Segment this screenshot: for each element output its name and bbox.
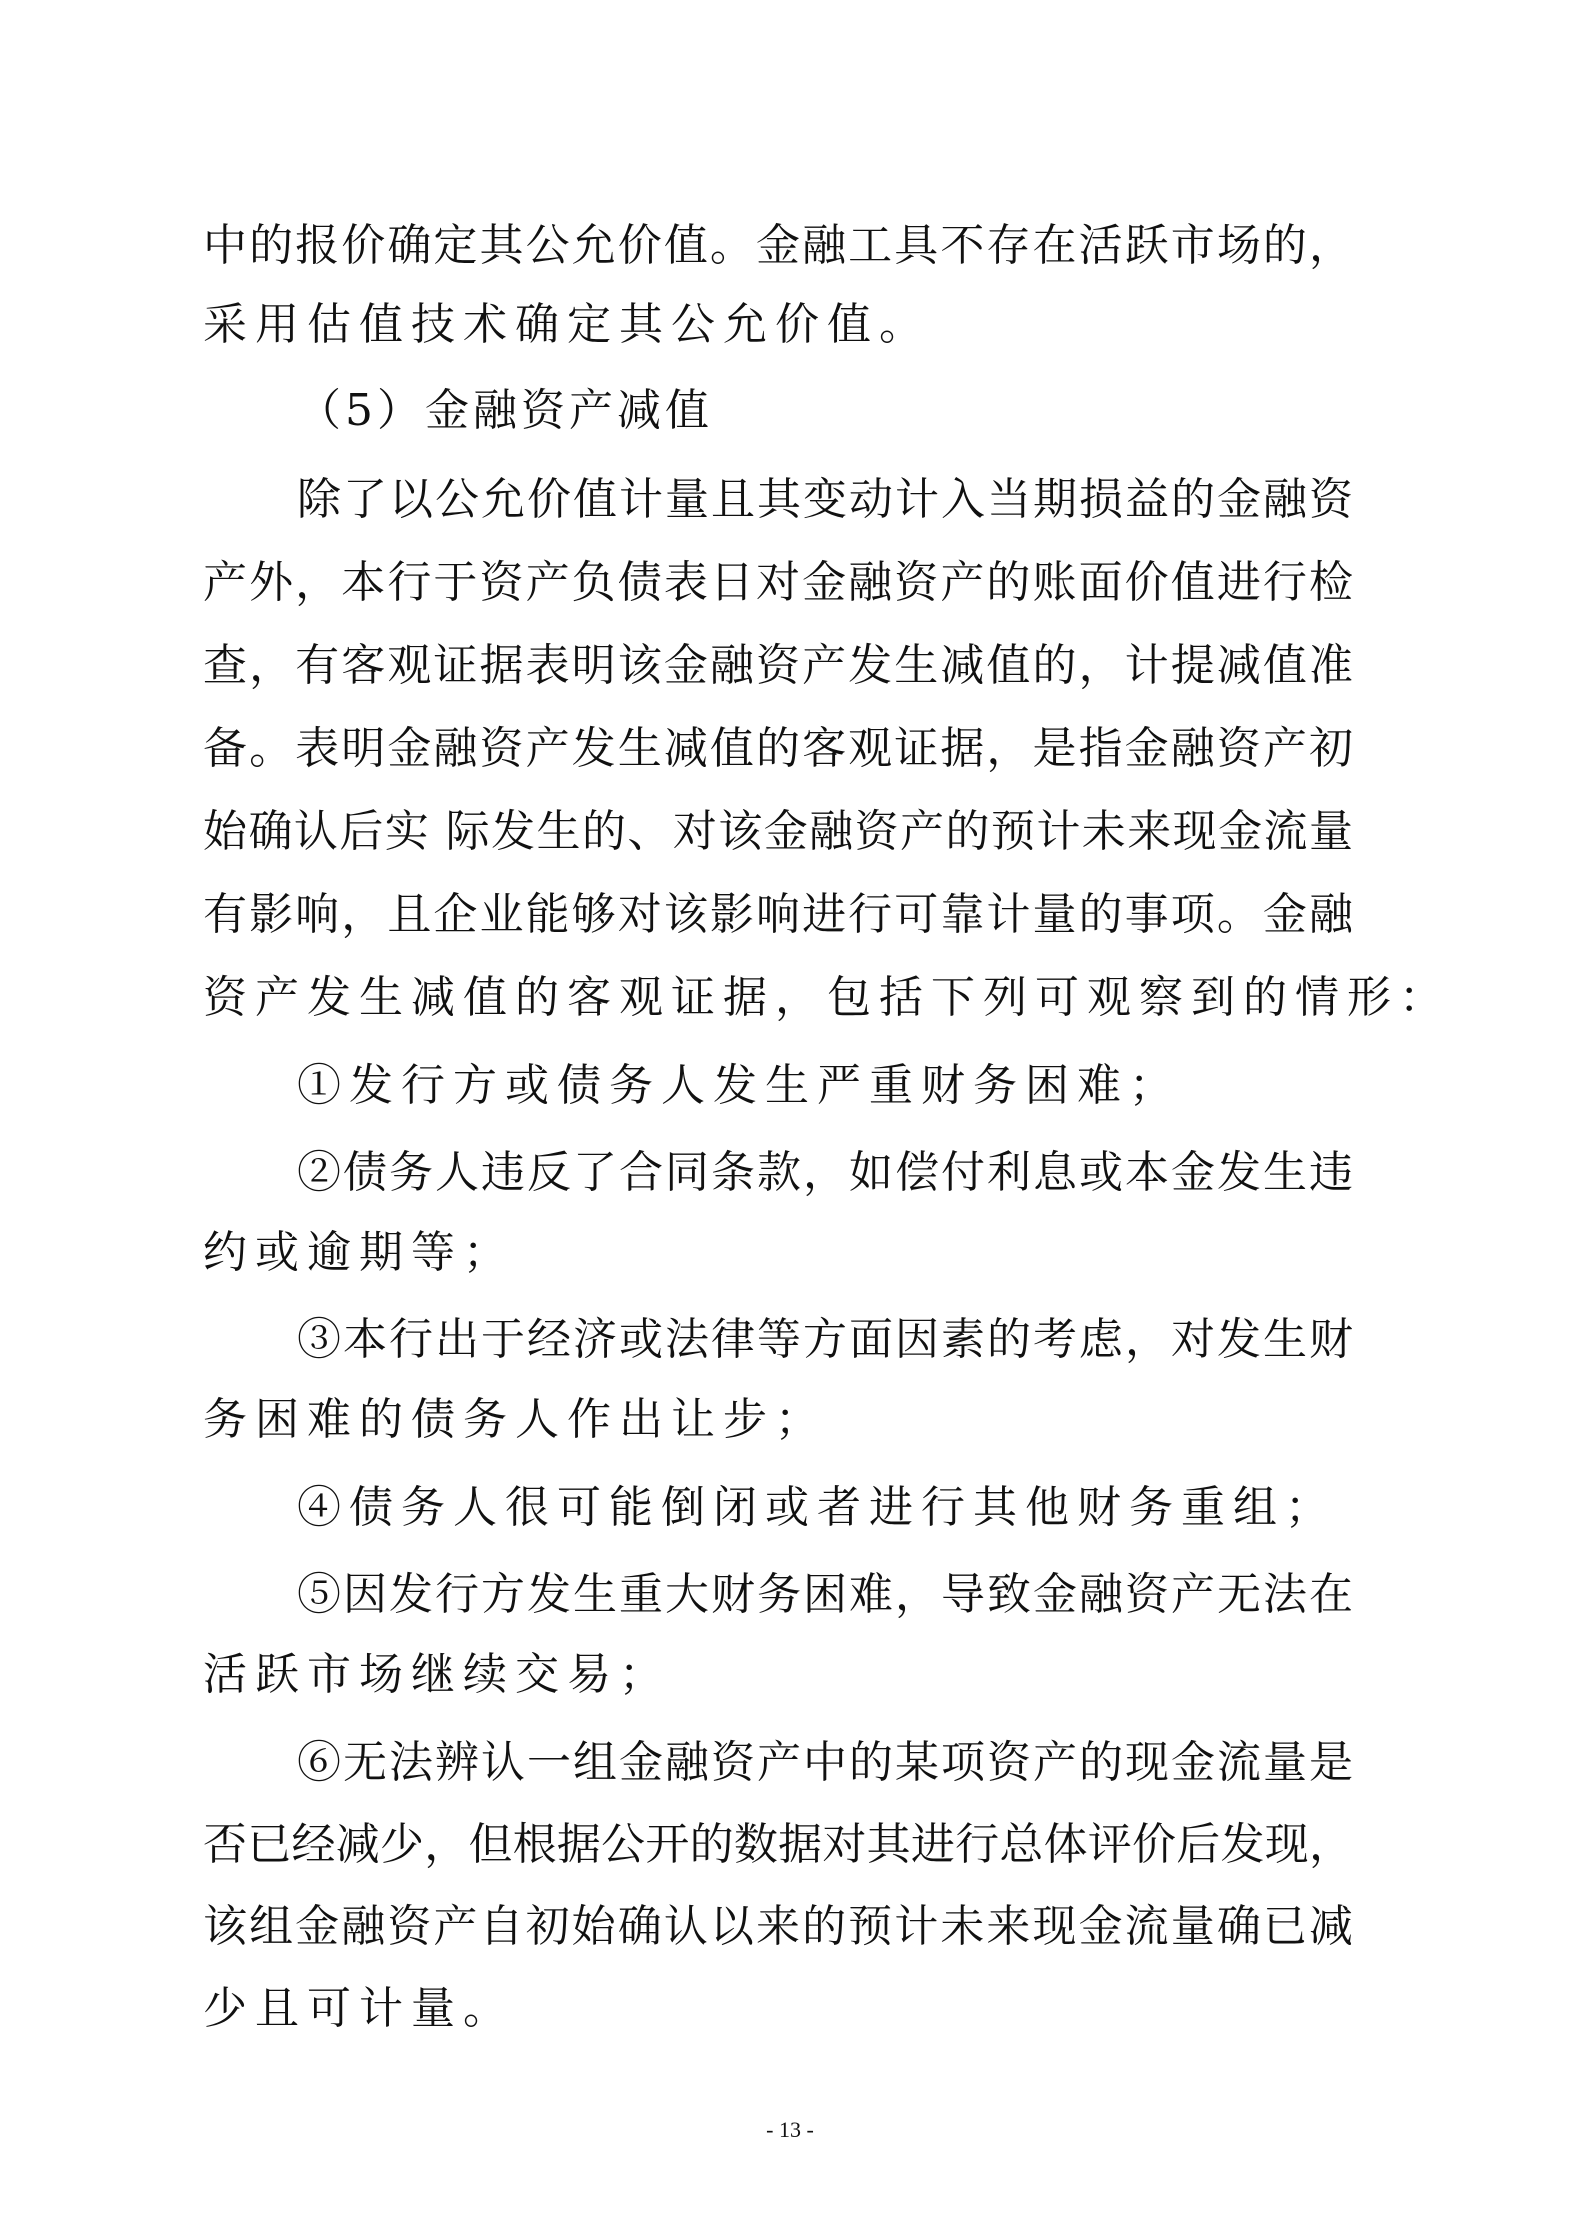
list-item: ③本行出于经济或法律等方面因素的考虑，对发生财 [297,1314,1353,1365]
paragraph-line: 有影响，且企业能够对该影响进行可靠计量的事项。金融 [203,889,1353,940]
list-item-continuation: 活跃市场继续交易； [203,1649,671,1700]
paragraph-line: 产外，本行于资产负债表日对金融资产的账面价值进行检 [203,557,1353,608]
list-item-continuation: 少且可计量。 [203,1983,515,2034]
list-item-continuation: 该组金融资产自初始确认以来的预计未来现金流量确已减 [203,1901,1353,1952]
page-number: - 13 - [766,2117,814,2142]
paragraph-line: 查，有客观证据表明该金融资产发生减值的，计提减值准 [203,640,1353,691]
list-item-continuation: 否已经减少，但根据公开的数据对其进行总体评价后发现， [203,1819,1353,1870]
list-item: ②债务人违反了合同条款，如偿付利息或本金发生违 [297,1147,1353,1198]
paragraph-line: 资产发生减值的客观证据，包括下列可观察到的情形： [203,972,1451,1023]
list-item: ①发行方或债务人发生严重财务困难； [297,1060,1181,1111]
section-heading: （5）金融资产减值 [297,385,713,436]
list-item: ⑤因发行方发生重大财务困难，导致金融资产无法在 [297,1569,1353,1620]
list-item-continuation: 约或逾期等； [203,1227,515,1278]
paragraph-line: 除了以公允价值计量且其变动计入当期损益的金融资 [297,474,1353,525]
text-line: 中的报价确定其公允价值。金融工具不存在活跃市场的， [203,220,1353,271]
list-item: ④债务人很可能倒闭或者进行其他财务重组； [297,1482,1337,1533]
list-item: ⑥无法辨认一组金融资产中的某项资产的现金流量是 [297,1737,1353,1788]
paragraph-line: 备。表明金融资产发生减值的客观证据，是指金融资产初 [203,723,1353,774]
paragraph-line: 始确认后实 际发生的、对该金融资产的预计未来现金流量 [203,806,1353,857]
list-item-continuation: 务困难的债务人作出让步； [203,1394,827,1445]
text-line: 采用估值技术确定其公允价值。 [203,299,931,350]
